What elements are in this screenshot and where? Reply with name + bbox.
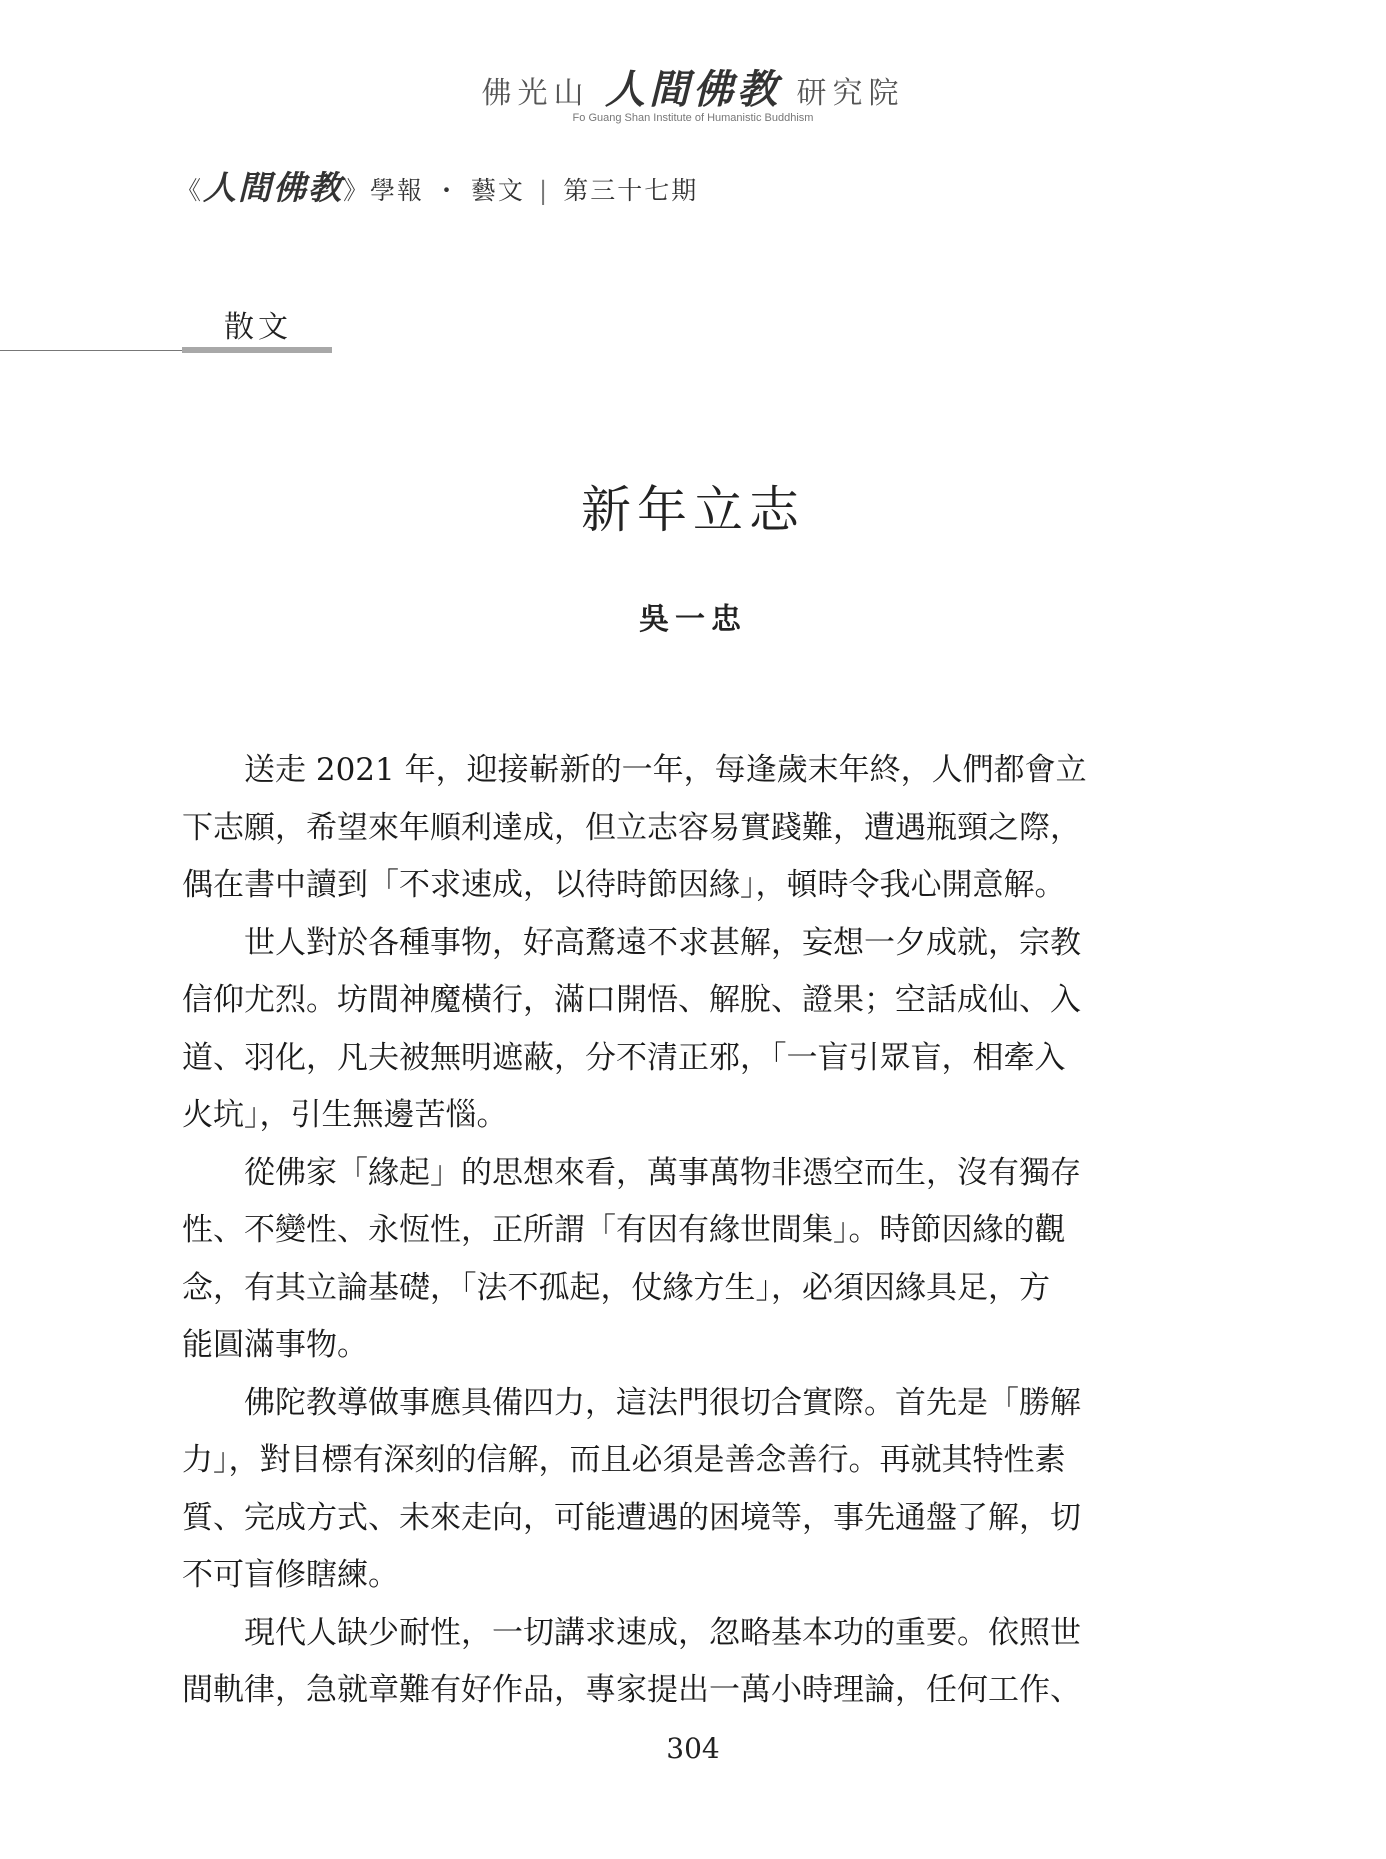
article-paragraph	[182, 1145, 1174, 1375]
article-body	[182, 742, 1174, 1720]
paragraph-line: 信仰尤烈。坊間神魔橫行，滿口開悟、解脫、證果；空話成仙、入	[182, 982, 1081, 1018]
journal-name-rest: 學報 ・ 藝文	[370, 176, 525, 205]
article-paragraph	[182, 1605, 1174, 1720]
paragraph-line: 念，有其立論基礎，「法不孤起，仗緣方生」，必須因緣具足，方	[182, 1269, 1050, 1306]
paragraph-line: 道、羽化，凡夫被無明遮蔽，分不清正邪，「一盲引眾盲，相牽入	[182, 1039, 1066, 1076]
journal-issue: 第三十七期	[563, 176, 699, 205]
paragraph-line: 性、不變性、永恆性，正所謂「有因有緣世間集」。時節因緣的觀	[182, 1212, 1066, 1248]
paragraph-line: 從佛家「緣起」的思想來看，萬事萬物非憑空而生，沒有獨存	[244, 1154, 1081, 1191]
paragraph-line: 送走 2021 年，迎接嶄新的一年，每逢歲末年終，人們都會立	[244, 752, 1087, 788]
article-paragraph	[182, 742, 1174, 915]
section-label: 散文	[224, 310, 292, 345]
journal-close-bracket: 》	[343, 176, 371, 205]
institute-prefix: 佛光山	[481, 76, 590, 111]
paragraph-line: 不可盲修瞎練。	[182, 1557, 399, 1593]
paragraph-line: 偶在書中讀到「不求速成，以待時節因緣」，頓時令我心開意解。	[182, 867, 1066, 903]
paragraph-line: 現代人缺少耐性，一切講求速成，忽略基本功的重要。依照世	[244, 1614, 1081, 1651]
paragraph-line: 能圓滿事物。	[182, 1327, 368, 1363]
article-author: 吳一忠	[639, 602, 747, 637]
section-divider-accent	[182, 347, 332, 353]
institute-brand-logo: 人間佛教	[605, 66, 781, 113]
institute-suffix: 研究院	[796, 76, 905, 111]
paragraph-line: 佛陀教導做事應具備四力，這法門很切合實際。首先是「勝解	[244, 1384, 1081, 1421]
institute-header	[0, 58, 1386, 115]
institute-name-english: Fo Guang Shan Institute of Humanistic Buddhism	[572, 112, 814, 124]
article-title: 新年立志	[581, 481, 805, 539]
journal-running-head	[176, 162, 698, 209]
journal-brand-logo: 人間佛教	[203, 168, 344, 207]
paragraph-line: 力」，對目標有深刻的信解，而且必須是善念善行。再就其特性素	[182, 1442, 1066, 1478]
paragraph-line: 質、完成方式、未來走向，可能遭遇的困境等，事先通盤了解，切	[182, 1499, 1081, 1536]
journal-open-bracket: 《	[176, 176, 204, 205]
page-number: 304	[666, 1732, 720, 1765]
paragraph-line: 世人對於各種事物，好高騖遠不求甚解，妄想一夕成就，宗教	[244, 924, 1081, 961]
paragraph-line: 火坑」，引生無邊苦惱。	[182, 1097, 508, 1133]
journal-separator: |	[538, 176, 550, 205]
paragraph-line: 下志願，希望來年順利達成，但立志容易實踐難，遭遇瓶頸之際，	[182, 809, 1081, 846]
article-paragraph	[182, 915, 1174, 1145]
article-paragraph	[182, 1375, 1174, 1605]
paragraph-line: 間軌律，急就章難有好作品，專家提出一萬小時理論，任何工作、	[182, 1672, 1081, 1708]
